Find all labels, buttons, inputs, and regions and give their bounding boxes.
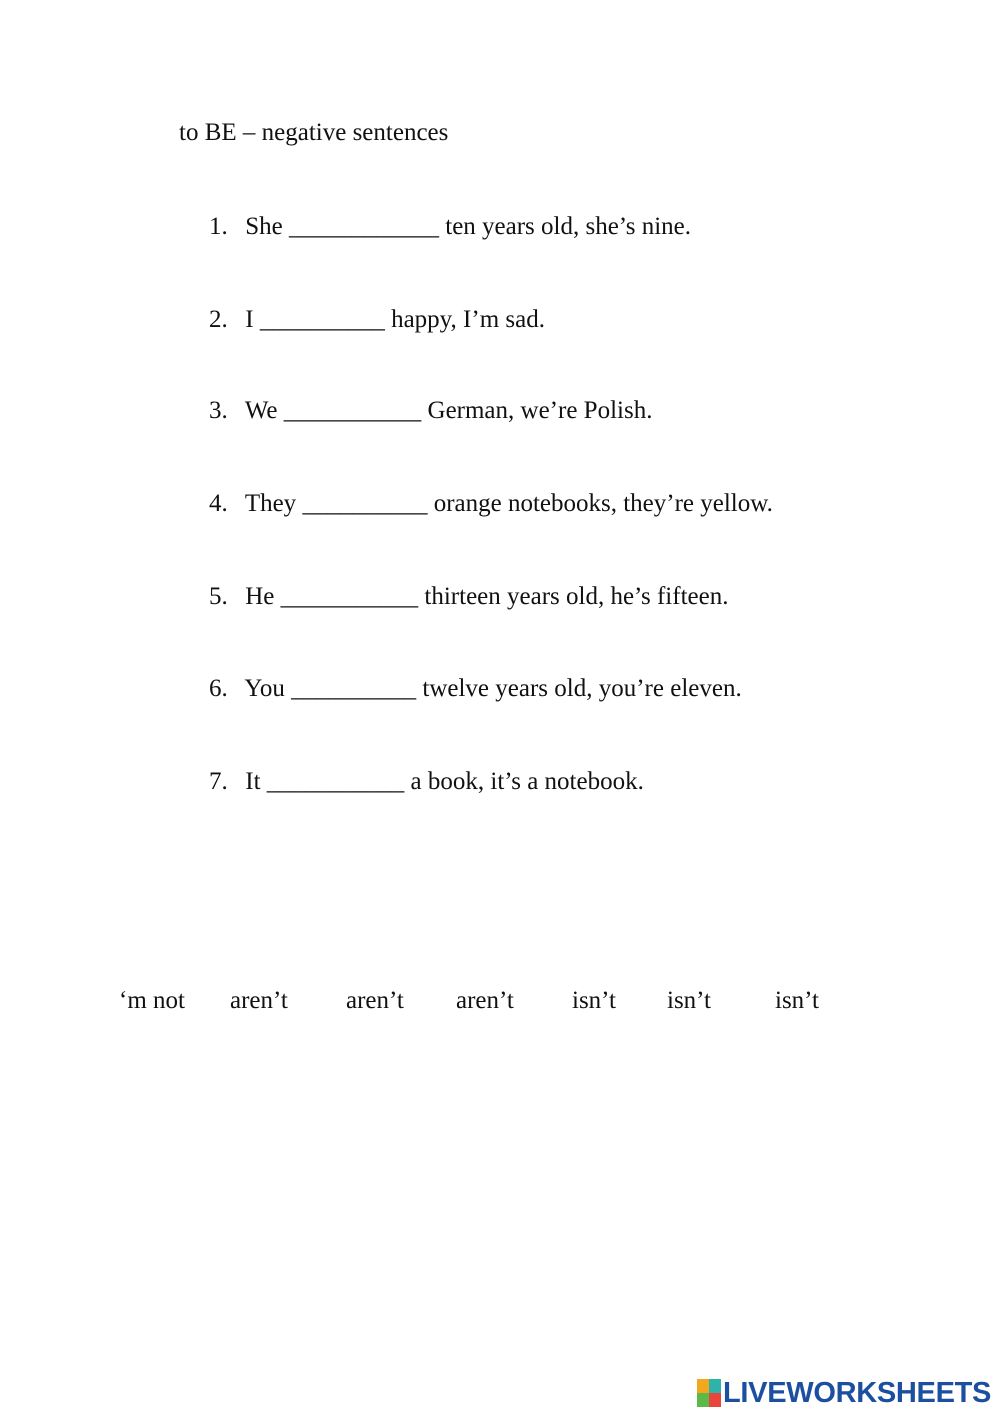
exercise-item-2 [209, 304, 545, 336]
exercise-item-3 [209, 395, 652, 427]
liveworksheets-logo-icon [697, 1379, 721, 1407]
exercise-item-7 [209, 766, 644, 798]
item-rest: German, we’re Polish. [427, 397, 653, 424]
item-rest: happy, I’m sad. [391, 306, 545, 333]
brand-name: LIVEWORKSHEETS [723, 1377, 992, 1409]
word-bank-option[interactable]: ‘m not [119, 987, 185, 1014]
answer-blank[interactable]: ___________ [266, 768, 405, 795]
word-bank-option[interactable]: aren’t [346, 987, 404, 1014]
worksheet-title: to BE – negative sentences [179, 119, 449, 146]
item-rest: orange notebooks, they’re yellow. [433, 490, 773, 517]
item-rest: a book, it’s a notebook. [410, 768, 644, 795]
answer-blank[interactable]: ____________ [289, 213, 439, 240]
exercise-item-4 [209, 488, 773, 520]
item-number: 2. [209, 306, 228, 333]
word-bank-option[interactable]: aren’t [456, 987, 514, 1014]
word-bank-option[interactable]: isn’t [667, 987, 711, 1014]
answer-blank[interactable]: __________ [302, 490, 428, 517]
item-number: 3. [209, 397, 228, 424]
item-subject: He [245, 583, 275, 610]
item-number: 4. [209, 490, 228, 517]
exercise-item-1 [209, 211, 691, 243]
word-bank-option[interactable]: isn’t [775, 987, 819, 1014]
answer-blank[interactable]: ___________ [283, 397, 422, 424]
word-bank-option[interactable]: isn’t [572, 987, 616, 1014]
answer-blank[interactable]: __________ [259, 306, 385, 333]
item-subject: You [244, 675, 285, 702]
item-number: 1. [209, 213, 228, 240]
item-rest: ten years old, she’s nine. [445, 213, 692, 240]
item-subject: She [245, 213, 283, 240]
item-number: 6. [209, 675, 228, 702]
item-rest: thirteen years old, he’s fifteen. [424, 583, 729, 610]
item-number: 5. [209, 583, 228, 610]
item-number: 7. [209, 768, 228, 795]
answer-blank[interactable]: __________ [291, 675, 417, 702]
item-subject: I [245, 306, 254, 333]
item-subject: It [245, 768, 261, 795]
item-rest: twelve years old, you’re eleven. [422, 675, 742, 702]
word-bank-option[interactable]: aren’t [230, 987, 288, 1014]
item-subject: We [244, 397, 278, 424]
exercise-item-5 [209, 581, 728, 613]
liveworksheets-logo [697, 1378, 991, 1408]
answer-blank[interactable]: ___________ [280, 583, 419, 610]
item-subject: They [244, 490, 297, 517]
exercise-item-6 [209, 673, 742, 705]
